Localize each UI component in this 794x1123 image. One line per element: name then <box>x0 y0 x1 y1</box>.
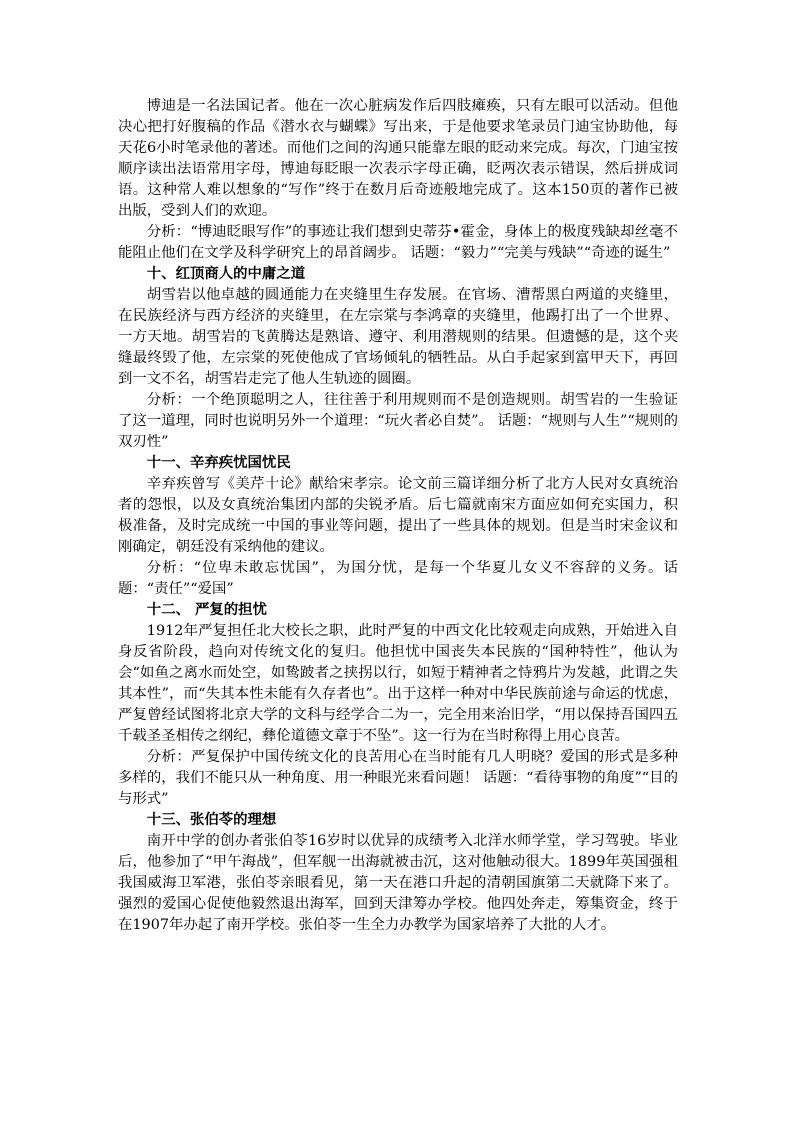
paragraph-bodi: 博迪是一名法国记者。他在一次心脏病发作后四肢瘫痪，只有左眼可以活动。但他决心把打好腹稿的作品《潜水衣与蝴蝶》写出来，于是他要求笔录员门迪宝协助他，每天花6小时笔录他的著述。而他们之间的沟通只能靠左眼的眨动来完成。每次，门迪宝按顺序读出法语常用字母，博迪每眨眼一次表示字母正确，眨两次表示错误，然后拼成词语。这种常人难以想象的“写作”终于在数月后奇迹般地完成了。这本150页的著作已被出版，受到人们的欢迎。 <box>118 98 678 219</box>
section-title-10: 十、红顶商人的中庸之道 <box>146 266 306 282</box>
paragraph-zhang-boling: 南开中学的创办者张伯苓16岁时以优异的成绩考入北洋水师学堂，学习驾驶。毕业后，他参加了“甲午海战”，但军舰一出海就被击沉，这对他触动很大。1899年英国强租我国威海卫军港，张伯苓亲眼看见，第一天在港口升起的清朝国旗第二天就降下来了。强烈的爱国心促使他毅然退出海军，回到天津筹办学校。他四处奔走，筹集资金，终于在1907年办起了南开学校。张伯苓一生全力办教学为国家培养了大批的人才。 <box>118 833 678 933</box>
analysis-xin-qiji: 分析：“位卑未敢忘忧国”，为国分忧，是每一个华夏儿女义不容辞的义务。话题：“责任”“爱国” <box>118 560 678 597</box>
document-body <box>118 96 678 936</box>
paragraph-xin-qiji: 辛弃疾曾写《美芹十论》献给宋孝宗。论文前三篇详细分析了北方人民对女真统治者的怨恨，以及女真统治集团内部的尖锐矛盾。后七篇就南宋方面应如何充实国力，积极准备，及时完成统一中国的事业等问题，提出了一些具体的规划。但是当时宋金议和刚确定，朝廷没有采纳他的建议。 <box>118 476 678 555</box>
analysis-bodi: 分析：“博迪眨眼写作”的事迹让我们想到史蒂芬•霍金，身体上的极度残缺却丝毫不能阻止他们在文学及科学研究上的昂首阔步。 话题：“毅力”“完美与残缺”“奇迹的诞生” <box>118 224 678 261</box>
paragraph-hu-xueyan: 胡雪岩以他卓越的圆通能力在夹缝里生存发展。在官场、漕帮黑白两道的夹缝里，在民族经济与西方经济的夹缝里，在左宗棠与李鸿章的夹缝里，他踢打出了一个世界、一方天地。胡雪岩的飞黄腾达是熟谙、遵守、利用潜规则的结果。但遗憾的是，这个夹缝最终毁了他，左宗棠的死使他成了官场倾轧的牺牲品。从白手起家到富甲天下，再回到一文不名，胡雪岩走完了他人生轨迹的圆圈。 <box>118 287 678 387</box>
paragraph-yan-fu: 1912年严复担任北大校长之职，此时严复的中西文化比较观走向成熟，开始进入自身反省阶段，趋向对传统文化的复归。他担忧中国丧失本民族的“国种特性”，他认为会“如鱼之离水而处空，如鸷跛者之挟拐以行，如短于精神者之恃鸦片为发越，此谓之失其本性”，而“失其本性未能有久存者也”。出于这样一种对中华民族前途与命运的忧虑，严复曾经试图将北京大学的文科与经学合二为一，完全用来治旧学，“用以保持吾国四五千载圣圣相传之纲纪，彝伦道德文章于不坠”。这一行为在当时称得上用心良苦。 <box>118 623 678 744</box>
section-title-13: 十三、张伯苓的理想 <box>146 812 277 828</box>
analysis-yan-fu: 分析：严复保护中国传统文化的良苦用心在当时能有几人明晓？爱国的形式是多种多样的，我们不能只从一种角度、用一种眼光来看问题！ 话题：“看待事物的角度”“目的与形式” <box>118 749 678 807</box>
section-title-11: 十一、辛弃疾忧国忧民 <box>146 455 291 471</box>
section-title-12: 十二、 严复的担忧 <box>146 602 267 618</box>
analysis-hu-xueyan: 分析：一个绝顶聪明之人，往往善于利用规则而不是创造规则。胡雪岩的一生验证了这一道理，同时也说明另外一个道理：“玩火者必自焚”。 话题：“规则与人生”“规则的双刃性” <box>118 392 678 450</box>
